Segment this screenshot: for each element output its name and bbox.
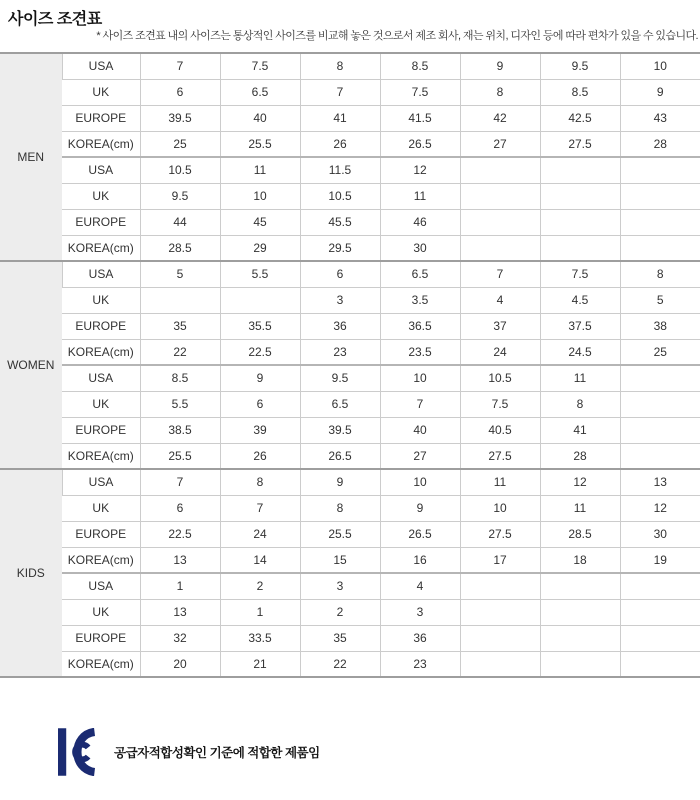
size-value-cell: 28: [620, 131, 700, 157]
size-value-cell: 6.5: [220, 79, 300, 105]
size-value-cell: 4: [380, 573, 460, 599]
region-label-cell: KOREA(cm): [62, 651, 140, 677]
size-value-cell: [620, 209, 700, 235]
size-value-cell: 40: [380, 417, 460, 443]
size-value-cell: 38.5: [140, 417, 220, 443]
size-value-cell: 22.5: [220, 339, 300, 365]
size-value-cell: 30: [380, 235, 460, 261]
table-row: [0, 651, 700, 677]
size-value-cell: 3.5: [380, 287, 460, 313]
size-value-cell: [540, 235, 620, 261]
size-value-cell: 11: [540, 365, 620, 391]
group-label-kids: KIDS: [0, 469, 62, 677]
size-value-cell: [540, 573, 620, 599]
size-value-cell: [620, 573, 700, 599]
size-value-cell: 25.5: [140, 443, 220, 469]
size-value-cell: 22: [140, 339, 220, 365]
size-value-cell: [460, 235, 540, 261]
size-value-cell: [460, 209, 540, 235]
size-value-cell: 7: [460, 261, 540, 287]
size-value-cell: 23: [300, 339, 380, 365]
size-value-cell: 39.5: [140, 105, 220, 131]
size-value-cell: 13: [140, 547, 220, 573]
size-value-cell: 26: [300, 131, 380, 157]
size-value-cell: 2: [300, 599, 380, 625]
size-value-cell: 14: [220, 547, 300, 573]
size-value-cell: [620, 183, 700, 209]
table-row: [0, 209, 700, 235]
size-value-cell: 13: [620, 469, 700, 495]
size-value-cell: [620, 235, 700, 261]
table-row: [0, 573, 700, 599]
size-value-cell: [540, 625, 620, 651]
size-value-cell: 7: [220, 495, 300, 521]
size-value-cell: 42.5: [540, 105, 620, 131]
size-value-cell: 16: [380, 547, 460, 573]
size-value-cell: 2: [220, 573, 300, 599]
size-value-cell: 36.5: [380, 313, 460, 339]
size-value-cell: 27: [380, 443, 460, 469]
size-value-cell: [140, 287, 220, 313]
size-value-cell: 17: [460, 547, 540, 573]
size-value-cell: 28: [540, 443, 620, 469]
size-value-cell: 10: [380, 365, 460, 391]
region-label-cell: USA: [62, 157, 140, 183]
size-value-cell: 26.5: [300, 443, 380, 469]
region-label-cell: KOREA(cm): [62, 339, 140, 365]
size-value-cell: 13: [140, 599, 220, 625]
size-value-cell: 10.5: [460, 365, 540, 391]
group-label-women: WOMEN: [0, 261, 62, 469]
size-value-cell: 7: [380, 391, 460, 417]
table-row: [0, 313, 700, 339]
size-value-cell: 35: [300, 625, 380, 651]
size-value-cell: [460, 599, 540, 625]
table-row: [0, 443, 700, 469]
group-label-men: MEN: [0, 53, 62, 261]
size-value-cell: 41.5: [380, 105, 460, 131]
size-value-cell: 8.5: [140, 365, 220, 391]
size-value-cell: 5.5: [140, 391, 220, 417]
size-value-cell: [620, 365, 700, 391]
region-label-cell: UK: [62, 183, 140, 209]
table-row: [0, 495, 700, 521]
size-value-cell: 26.5: [380, 131, 460, 157]
size-value-cell: 8: [620, 261, 700, 287]
region-label-cell: USA: [62, 53, 140, 79]
size-value-cell: 43: [620, 105, 700, 131]
size-value-cell: 23: [380, 651, 460, 677]
region-label-cell: KOREA(cm): [62, 547, 140, 573]
size-value-cell: 6: [300, 261, 380, 287]
size-value-cell: 3: [300, 573, 380, 599]
size-value-cell: [540, 183, 620, 209]
size-value-cell: [460, 651, 540, 677]
region-label-cell: USA: [62, 261, 140, 287]
size-value-cell: 9: [620, 79, 700, 105]
size-value-cell: 27.5: [460, 443, 540, 469]
region-label-cell: KOREA(cm): [62, 235, 140, 261]
size-value-cell: 20: [140, 651, 220, 677]
size-value-cell: 1: [140, 573, 220, 599]
size-value-cell: 12: [620, 495, 700, 521]
size-value-cell: [540, 651, 620, 677]
size-value-cell: 7.5: [220, 53, 300, 79]
size-value-cell: 7.5: [540, 261, 620, 287]
size-value-cell: 36: [380, 625, 460, 651]
size-value-cell: 11: [380, 183, 460, 209]
size-value-cell: 10.5: [140, 157, 220, 183]
size-value-cell: [540, 599, 620, 625]
size-value-cell: 7: [140, 53, 220, 79]
size-value-cell: 26.5: [380, 521, 460, 547]
size-value-cell: 10: [380, 469, 460, 495]
size-value-cell: 37: [460, 313, 540, 339]
size-value-cell: [540, 157, 620, 183]
size-value-cell: 11: [220, 157, 300, 183]
region-label-cell: USA: [62, 469, 140, 495]
size-value-cell: [620, 157, 700, 183]
size-value-cell: 8: [300, 495, 380, 521]
size-value-cell: [540, 209, 620, 235]
size-value-cell: 18: [540, 547, 620, 573]
size-value-cell: 6.5: [380, 261, 460, 287]
size-value-cell: 10: [220, 183, 300, 209]
size-value-cell: 9: [460, 53, 540, 79]
region-label-cell: USA: [62, 573, 140, 599]
size-value-cell: 41: [540, 417, 620, 443]
size-value-cell: 7: [300, 79, 380, 105]
size-value-cell: 6: [220, 391, 300, 417]
region-label-cell: EUROPE: [62, 625, 140, 651]
size-value-cell: 25: [140, 131, 220, 157]
size-value-cell: 9: [300, 469, 380, 495]
size-value-cell: 26: [220, 443, 300, 469]
size-value-cell: 46: [380, 209, 460, 235]
size-value-cell: 9.5: [300, 365, 380, 391]
size-chart-note: * 사이즈 조견표 내의 사이즈는 통상적인 사이즈를 비교해 놓은 것으로서 제조 회사, 재는 위치, 디자인 등에 따라 편차가 있을 수 있습니다.: [96, 30, 698, 42]
table-row: [0, 235, 700, 261]
size-value-cell: 45.5: [300, 209, 380, 235]
size-value-cell: 27.5: [540, 131, 620, 157]
size-value-cell: 33.5: [220, 625, 300, 651]
size-value-cell: 8: [220, 469, 300, 495]
size-value-cell: 35.5: [220, 313, 300, 339]
table-row: [0, 417, 700, 443]
size-value-cell: 8: [300, 53, 380, 79]
table-row: [0, 79, 700, 105]
size-value-cell: [220, 287, 300, 313]
region-label-cell: KOREA(cm): [62, 443, 140, 469]
region-label-cell: UK: [62, 495, 140, 521]
size-value-cell: 25: [620, 339, 700, 365]
size-value-cell: 6: [140, 495, 220, 521]
kc-certification-icon: [58, 728, 100, 776]
size-value-cell: [620, 417, 700, 443]
size-value-cell: [620, 443, 700, 469]
size-value-cell: 24.5: [540, 339, 620, 365]
size-value-cell: 7: [140, 469, 220, 495]
size-value-cell: 38: [620, 313, 700, 339]
table-row: [0, 183, 700, 209]
size-value-cell: 10: [620, 53, 700, 79]
size-value-cell: 8: [540, 391, 620, 417]
table-row: [0, 625, 700, 651]
size-value-cell: 11: [540, 495, 620, 521]
size-value-cell: 1: [220, 599, 300, 625]
region-label-cell: EUROPE: [62, 209, 140, 235]
size-value-cell: 39: [220, 417, 300, 443]
size-value-cell: 27.5: [460, 521, 540, 547]
size-value-cell: 9.5: [540, 53, 620, 79]
size-chart-table: [0, 52, 700, 678]
size-value-cell: 5: [140, 261, 220, 287]
region-label-cell: UK: [62, 79, 140, 105]
size-value-cell: [460, 573, 540, 599]
size-value-cell: 7.5: [460, 391, 540, 417]
size-value-cell: 45: [220, 209, 300, 235]
size-value-cell: 28.5: [540, 521, 620, 547]
size-value-cell: 23.5: [380, 339, 460, 365]
size-value-cell: 29: [220, 235, 300, 261]
size-value-cell: 8: [460, 79, 540, 105]
size-value-cell: 29.5: [300, 235, 380, 261]
table-row: [0, 469, 700, 495]
size-value-cell: 9: [220, 365, 300, 391]
size-value-cell: 40.5: [460, 417, 540, 443]
size-value-cell: 9: [380, 495, 460, 521]
region-label-cell: KOREA(cm): [62, 131, 140, 157]
size-value-cell: 22: [300, 651, 380, 677]
kc-certification-text: 공급자적합성확인 기준에 적합한 제품임: [114, 746, 320, 760]
size-value-cell: 15: [300, 547, 380, 573]
table-row: [0, 287, 700, 313]
size-value-cell: [460, 157, 540, 183]
size-value-cell: 9.5: [140, 183, 220, 209]
size-value-cell: 10.5: [300, 183, 380, 209]
size-value-cell: 32: [140, 625, 220, 651]
size-value-cell: 12: [540, 469, 620, 495]
region-label-cell: EUROPE: [62, 313, 140, 339]
size-value-cell: 39.5: [300, 417, 380, 443]
region-label-cell: EUROPE: [62, 521, 140, 547]
size-value-cell: [620, 599, 700, 625]
table-row: [0, 131, 700, 157]
size-value-cell: 42: [460, 105, 540, 131]
size-value-cell: 3: [300, 287, 380, 313]
size-value-cell: 5.5: [220, 261, 300, 287]
region-label-cell: EUROPE: [62, 105, 140, 131]
size-value-cell: [620, 625, 700, 651]
size-value-cell: 27: [460, 131, 540, 157]
table-row: [0, 547, 700, 573]
table-row: [0, 339, 700, 365]
size-value-cell: 10: [460, 495, 540, 521]
size-value-cell: 11.5: [300, 157, 380, 183]
size-value-cell: [620, 391, 700, 417]
size-value-cell: 19: [620, 547, 700, 573]
size-value-cell: 24: [460, 339, 540, 365]
size-value-cell: 12: [380, 157, 460, 183]
size-value-cell: 25.5: [220, 131, 300, 157]
size-value-cell: 6.5: [300, 391, 380, 417]
page-title: 사이즈 조견표: [8, 11, 102, 28]
size-value-cell: 3: [380, 599, 460, 625]
size-value-cell: 7.5: [380, 79, 460, 105]
size-value-cell: 11: [460, 469, 540, 495]
table-row: [0, 521, 700, 547]
region-label-cell: UK: [62, 599, 140, 625]
size-chart-table-wrap: [0, 52, 700, 678]
size-value-cell: 22.5: [140, 521, 220, 547]
size-value-cell: 8.5: [380, 53, 460, 79]
table-row: [0, 365, 700, 391]
size-value-cell: 37.5: [540, 313, 620, 339]
size-value-cell: 8.5: [540, 79, 620, 105]
kc-certification-footer: [58, 728, 320, 776]
size-value-cell: 41: [300, 105, 380, 131]
region-label-cell: UK: [62, 391, 140, 417]
size-value-cell: 30: [620, 521, 700, 547]
table-row: [0, 53, 700, 79]
size-value-cell: 36: [300, 313, 380, 339]
size-value-cell: 24: [220, 521, 300, 547]
region-label-cell: USA: [62, 365, 140, 391]
size-value-cell: 21: [220, 651, 300, 677]
size-value-cell: 28.5: [140, 235, 220, 261]
region-label-cell: EUROPE: [62, 417, 140, 443]
table-row: [0, 599, 700, 625]
size-value-cell: 25.5: [300, 521, 380, 547]
region-label-cell: UK: [62, 287, 140, 313]
size-value-cell: [620, 651, 700, 677]
size-value-cell: 6: [140, 79, 220, 105]
size-value-cell: 4.5: [540, 287, 620, 313]
size-value-cell: 40: [220, 105, 300, 131]
size-value-cell: [460, 183, 540, 209]
size-value-cell: 4: [460, 287, 540, 313]
table-row: [0, 261, 700, 287]
size-value-cell: 35: [140, 313, 220, 339]
table-row: [0, 391, 700, 417]
table-row: [0, 157, 700, 183]
table-row: [0, 105, 700, 131]
size-value-cell: [460, 625, 540, 651]
size-value-cell: 5: [620, 287, 700, 313]
size-value-cell: 44: [140, 209, 220, 235]
